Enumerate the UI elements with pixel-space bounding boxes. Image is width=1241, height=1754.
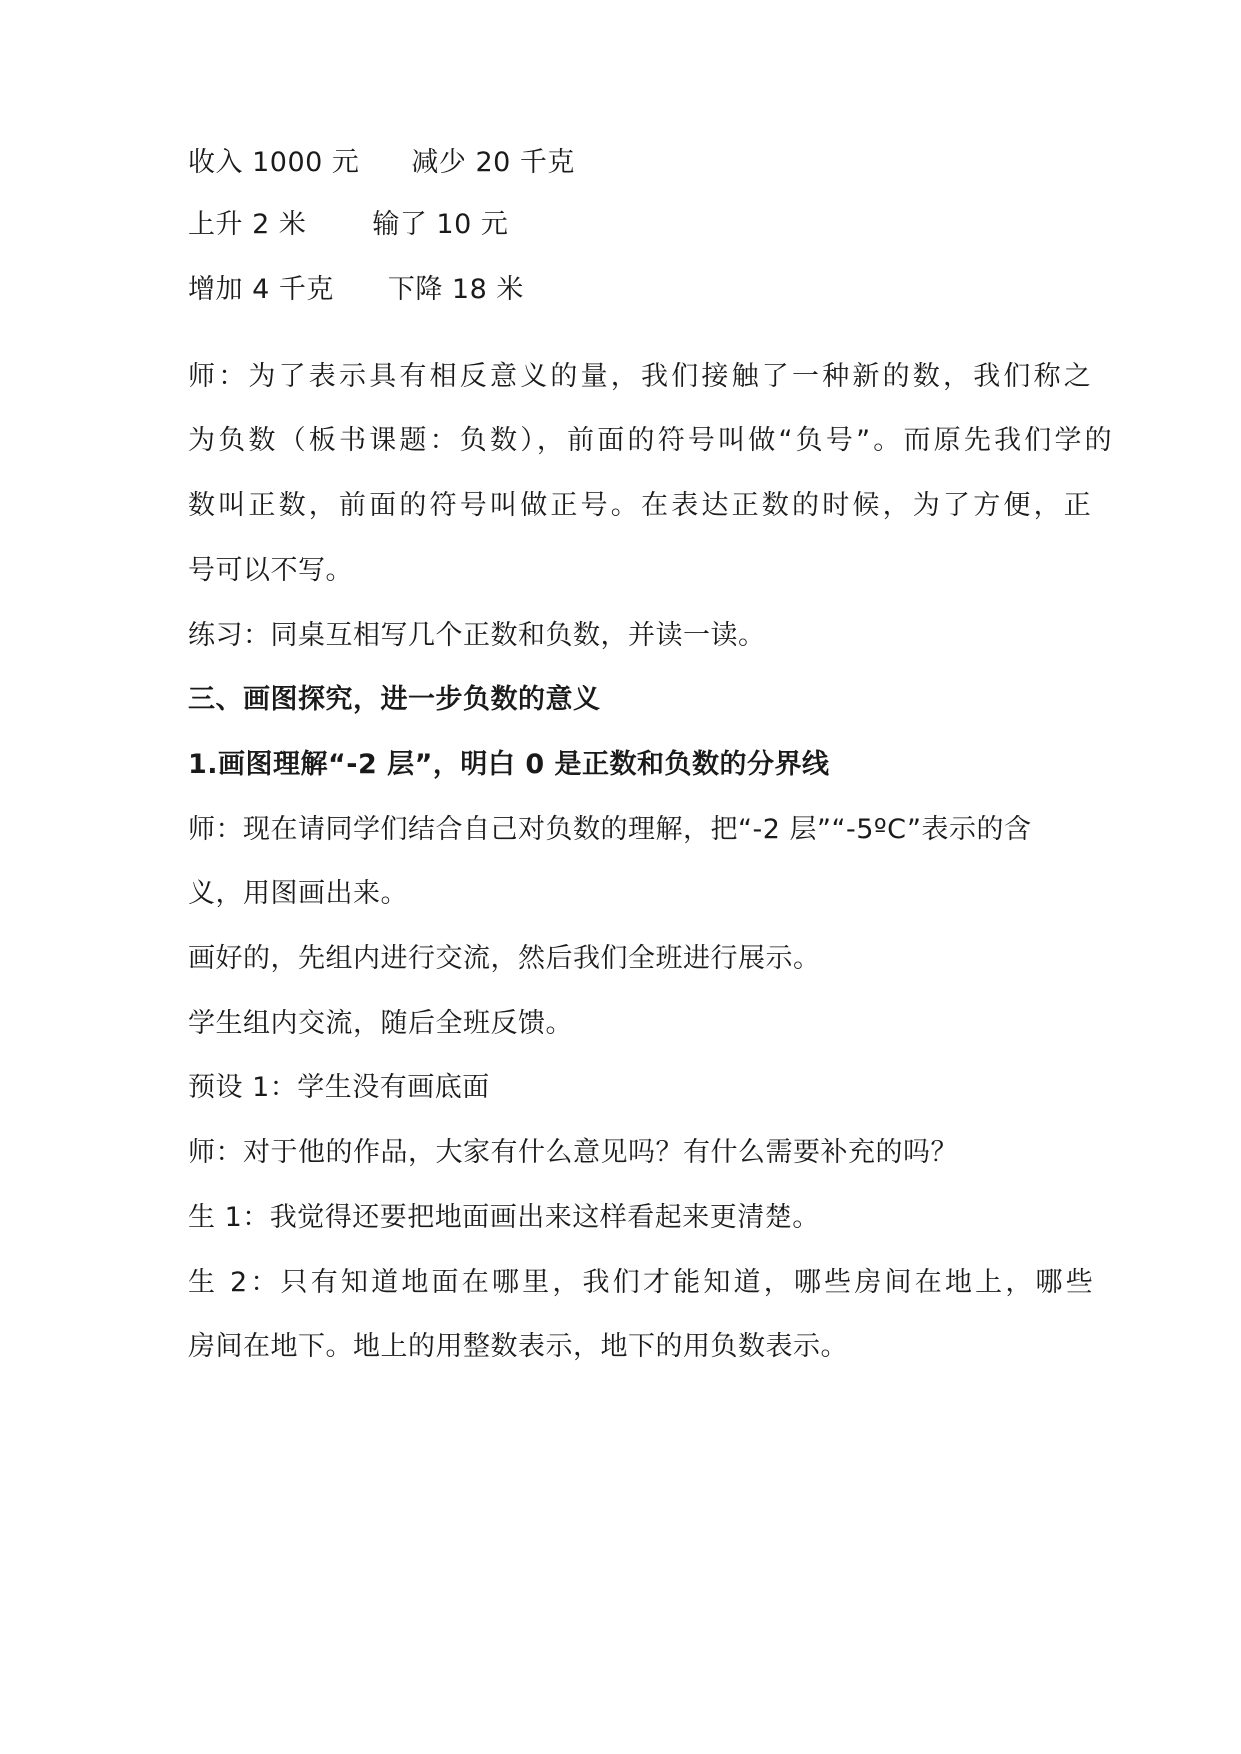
practice-line: 练习：同桌互相写几个正数和负数，并读一读。 xyxy=(188,620,766,651)
section-3-heading: 三、画图探究，进一步负数的意义 xyxy=(188,684,601,715)
teacher-para-1-line-3: 数叫正数，前面的符号叫做正号。在表达正数的时候，为了方便，正 xyxy=(188,490,1094,521)
pair-line-1 xyxy=(188,143,575,183)
instruction-line: 画好的，先组内进行交流，然后我们全班进行展示。 xyxy=(188,943,821,974)
pair-2-right: 输了 10 元 xyxy=(372,209,509,240)
teacher-para-2-line-2: 义，用图画出来。 xyxy=(188,878,408,909)
student-1-line: 生 1：我觉得还要把地面画出来这样看起来更清楚。 xyxy=(188,1202,820,1233)
teacher-question-line: 师：对于他的作品，大家有什么意见吗？有什么需要补充的吗？ xyxy=(188,1137,958,1168)
student-2-line-1: 生 2：只有知道地面在哪里，我们才能知道，哪些房间在地上，哪些 xyxy=(188,1267,1096,1298)
teacher-para-2-line-1: 师：现在请同学们结合自己对负数的理解，把“-2 层”“-5ºC”表示的含 xyxy=(188,814,1032,845)
pair-1-left: 收入 1000 元 xyxy=(188,147,360,178)
pair-3-left: 增加 4 千克 xyxy=(188,274,334,305)
pair-2-left: 上升 2 米 xyxy=(188,209,307,240)
pair-line-2 xyxy=(188,205,508,245)
subheading-1: 1.画图理解“-2 层”，明白 0 是正数和负数的分界线 xyxy=(188,749,830,780)
teacher-para-1-line-2: 为负数（板书课题：负数），前面的符号叫做“负号”。而原先我们学的 xyxy=(188,425,1115,456)
student-2-line-2: 房间在地下。地上的用整数表示，地下的用负数表示。 xyxy=(188,1331,848,1362)
student-activity-line: 学生组内交流，随后全班反馈。 xyxy=(188,1008,573,1039)
preset-1-line: 预设 1：学生没有画底面 xyxy=(188,1072,490,1103)
pair-line-3 xyxy=(188,270,524,310)
teacher-para-1-line-4: 号可以不写。 xyxy=(188,555,353,586)
pair-1-right: 减少 20 千克 xyxy=(411,147,575,178)
pair-3-right: 下降 18 米 xyxy=(387,274,524,305)
teacher-para-1-line-1: 师：为了表示具有相反意义的量，我们接触了一种新的数，我们称之 xyxy=(188,361,1094,392)
